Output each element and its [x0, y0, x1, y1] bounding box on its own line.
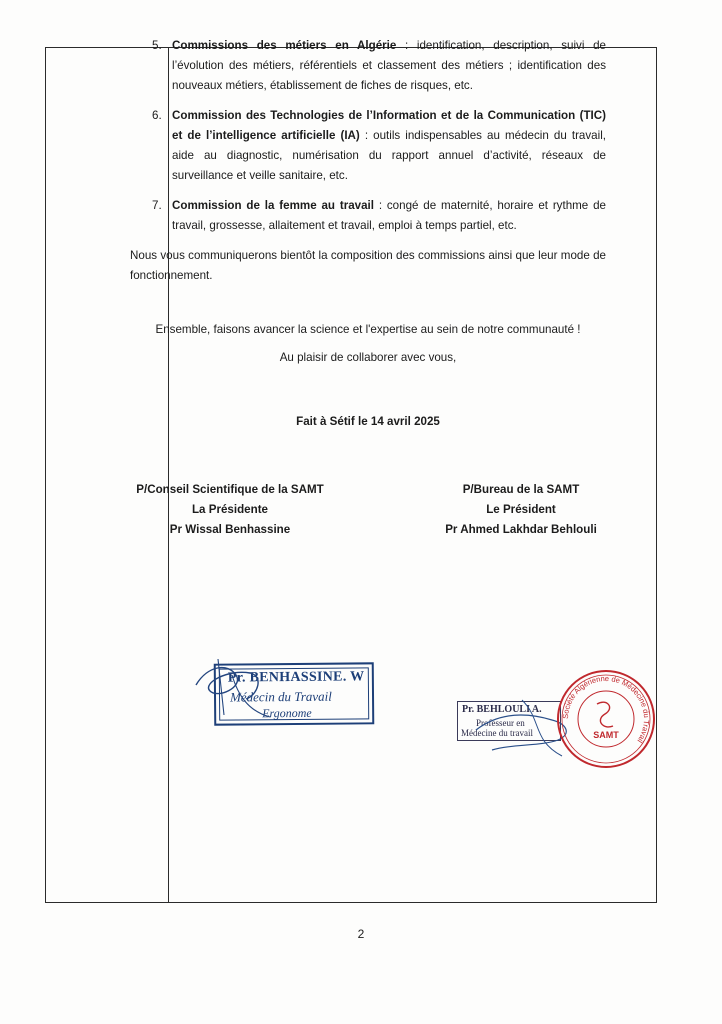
- closing-line-2: Au plaisir de collaborer avec vous,: [279, 351, 457, 364]
- seal-ring-text: Société Algérienne de Médecine du Travail: [560, 673, 652, 745]
- list-item: [130, 106, 606, 186]
- commission-list: [130, 36, 606, 236]
- item-number: 5.: [152, 39, 162, 52]
- stamp-left-line-1: Pr. BENHASSINE. W: [227, 669, 365, 686]
- stamp-right-line-2: Professeur en: [476, 718, 525, 728]
- date-line: Fait à Sétif le 14 avril 2025: [296, 415, 440, 428]
- signatory-right-role: Le Président: [486, 503, 556, 516]
- signatory-left-role: La Présidente: [191, 503, 269, 516]
- item-text: : outils indispensables au médecin du travail, aide au diagnostic, numérisation du rapport annuel d’activité, réseaux de surveillance et veille sanitaire, etc.: [172, 129, 606, 182]
- item-text: : congé de maternité, horaire et rythme de travail, grossesse, allaitement et travail, emploi à temps partiel, etc.: [172, 199, 606, 232]
- stamp-right-line-3: Médecine du travail: [461, 728, 533, 738]
- closing-line-1: Ensemble, faisons avancer la science et l'expertise au sein de notre communauté !: [155, 323, 581, 336]
- seal-center-text: SAMT: [593, 730, 619, 740]
- signatory-left-name: Pr Wissal Benhassine: [169, 523, 291, 536]
- item-number: 6.: [152, 109, 162, 122]
- stamp-right-line-1: Pr. BEHLOULI A.: [462, 704, 542, 715]
- signatory-left-org: P/Conseil Scientifique de la SAMT: [136, 483, 324, 496]
- signatory-right: [436, 480, 606, 540]
- signatory-right-org: P/Bureau de la SAMT: [462, 483, 580, 496]
- item-text: : identification, description, suivi de l’évolution des métiers, référentiels et classement des métiers ; identification des nouveaux métiers, établissement de fiches de risques, etc.: [172, 39, 606, 92]
- association-seal: [555, 668, 657, 770]
- page-number: 2: [357, 927, 365, 941]
- item-title: Commission de la femme au travail: [172, 199, 374, 212]
- signature-scribble-left: [188, 655, 278, 725]
- closing-paragraph: Nous vous communiquerons bientôt la composition des commissions ainsi que leur mode de fonctionnement.: [130, 249, 606, 282]
- list-item: [130, 196, 606, 236]
- list-item: [130, 36, 606, 96]
- stamp-left-line-3: Ergonome: [262, 705, 312, 721]
- signature-block: [130, 480, 606, 540]
- item-number: 7.: [152, 199, 162, 212]
- stamp-left-line-2: Médecin du Travail: [229, 688, 332, 705]
- item-title: Commission des Technologies de l’Information et de la Communication (TIC) et de l’intelligence artificielle (IA): [172, 109, 606, 142]
- signatory-left: [130, 480, 330, 540]
- letter-body: [130, 36, 606, 540]
- signatory-right-name: Pr Ahmed Lakhdar Behlouli: [445, 523, 597, 536]
- item-title: Commissions des métiers en Algérie: [172, 39, 397, 52]
